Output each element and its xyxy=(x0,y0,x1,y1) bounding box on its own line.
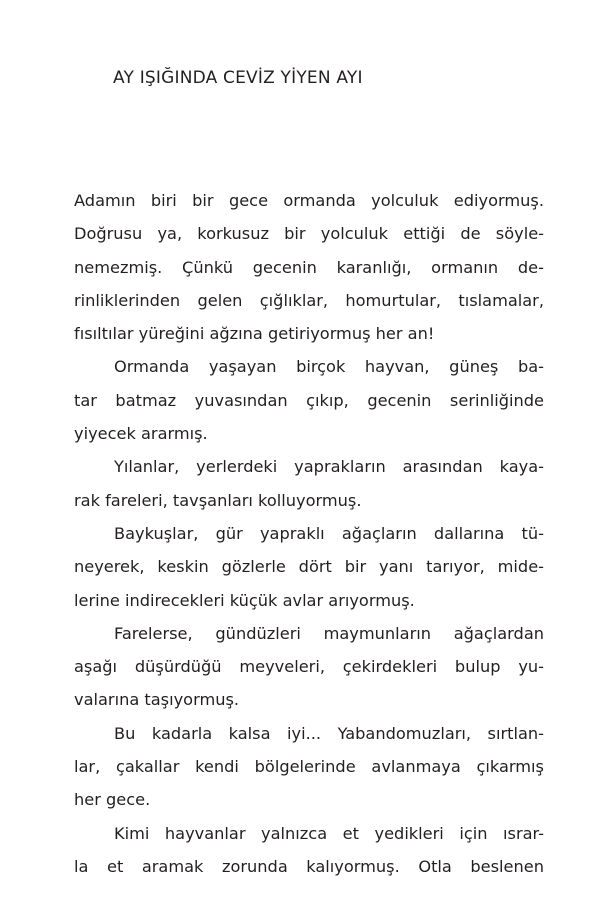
text-line: aşağı düşürdüğü meyveleri, çekirdekleri bulup yu- xyxy=(74,657,544,677)
text-line: lar, çakallar kendi bölgelerinde avlanmaya çıkarmış xyxy=(74,757,544,777)
text-line: yiyecek ararmış. xyxy=(74,424,208,444)
text-line: Ormanda yaşayan birçok hayvan, güneş ba- xyxy=(114,357,544,377)
text-line: valarına taşıyormuş. xyxy=(74,690,240,710)
text-line: Bu kadarla kalsa iyi... Yabandomuzları, sırtlan- xyxy=(114,723,544,743)
chapter-title: AY IŞIĞINDA CEVİZ YİYEN AYI xyxy=(113,68,363,88)
text-line: Yılanlar, yerlerdeki yaprakların arasından kaya- xyxy=(114,457,544,477)
text-line: tar batmaz yuvasından çıkıp, gecenin serinliğinde xyxy=(74,390,544,410)
text-line: her gece. xyxy=(74,790,151,810)
text-line: lerine indirecekleri küçük avlar arıyormuş. xyxy=(74,590,415,610)
text-line: Baykuşlar, gür yapraklı ağaçların dallarına tü- xyxy=(114,523,544,543)
text-line: neyerek, keskin gözlerle dört bir yanı tarıyor, mide- xyxy=(74,557,544,577)
text-line: fısıltılar yüreğini ağzına getiriyormuş her an! xyxy=(74,324,435,344)
text-line: Adamın biri bir gece ormanda yolculuk ediyormuş. xyxy=(74,191,544,210)
text-line: rak fareleri, tavşanları kolluyormuş. xyxy=(74,490,362,510)
text-line: la et aramak zorunda kalıyormuş. Otla beslenen xyxy=(74,856,544,876)
text-line: Kimi hayvanlar yalnızca et yedikleri için ısrar- xyxy=(114,823,544,843)
text-line: Farelerse, gündüzleri maymunların ağaçlardan xyxy=(114,623,544,643)
text-line: Doğrusu ya, korkusuz bir yolculuk ettiği de söyle- xyxy=(74,224,544,244)
body-text xyxy=(74,184,544,883)
text-line: rinliklerinden gelen çığlıklar, homurtular, tıslamalar, xyxy=(74,290,544,310)
text-line: nemezmiş. Çünkü gecenin karanlığı, ormanın de- xyxy=(74,257,544,277)
